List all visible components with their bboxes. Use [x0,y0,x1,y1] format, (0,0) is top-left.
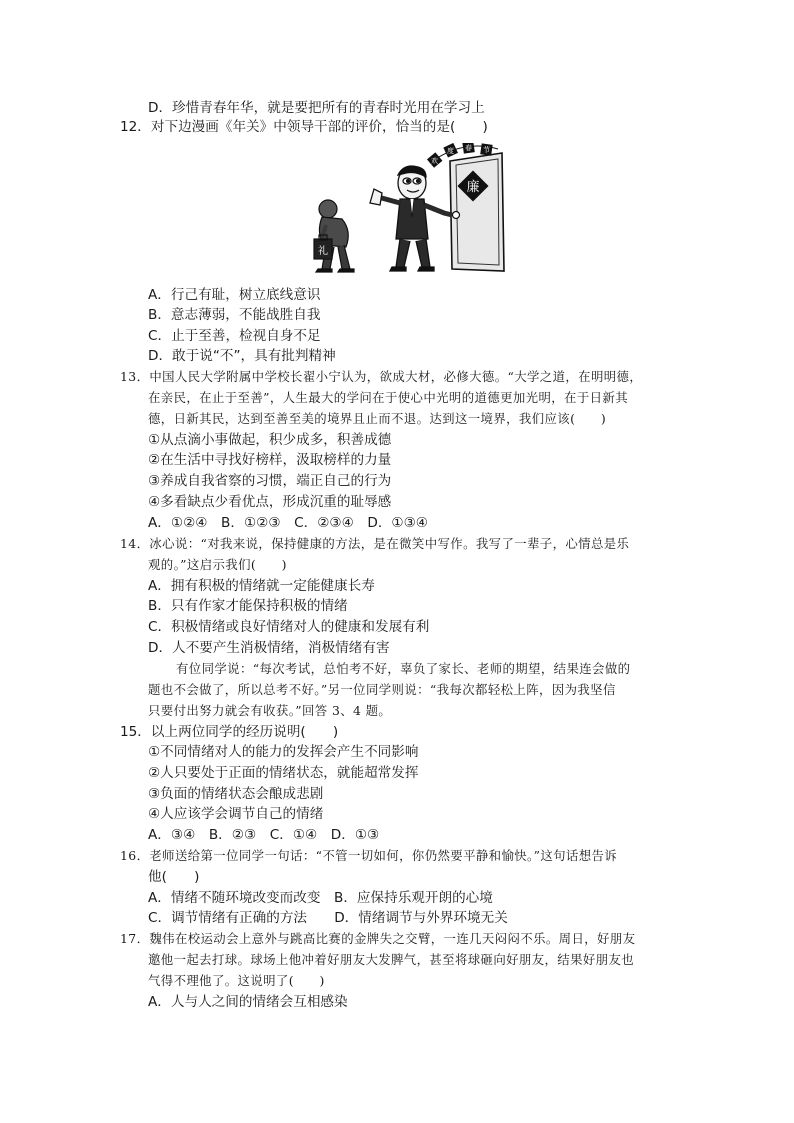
q15-item-4: ④人应该学会调节自己的情绪 [148,806,324,822]
q13-item-4: ④多看缺点少看优点，形成沉重的耻辱感 [148,494,392,510]
passage-line-1: 有位同学说：“每次考试，总怕考不好，辜负了家长、老师的期望，结果连会做的 [176,661,631,676]
q14-option-b: B．只有作家才能保持积极的情绪 [148,598,348,614]
banner-char-2: 度 [447,147,454,155]
q15-item-3: ③负面的情绪状态会酿成悲剧 [148,786,324,802]
q15-stem: 15．以上两位同学的经历说明( ) [120,724,339,740]
q17-stem-line-3: 气得不理他了。这说明了( ) [148,973,325,988]
banner-char-3: 春 [465,144,472,152]
banner-char-4: 节 [483,146,490,154]
banner-char-1: 欢 [431,157,438,165]
q15-item-1: ①不同情绪对人的能力的发挥会产生不同影响 [148,744,419,760]
q14-option-d: D．人不要产生消极情绪，消极情绪有害 [148,640,390,656]
q13-stem-line-1: 13．中国人民大学附属中学校长翟小宁认为，欲成大材，必修大德。“大学之道，在明明德， [120,369,643,384]
q12-option-b: B．意志薄弱，不能战胜自我 [148,307,321,323]
passage-line-2: 题也不会做了，所以总考不好。”另一位同学则说：“我每次都轻松上阵，因为我坚信 [148,682,616,697]
q15-item-2: ②人只要处于正面的情绪状态，就能超常发挥 [148,765,419,781]
q12-stem: 12．对下边漫画《年关》中领导干部的评价，恰当的是( ) [120,119,488,135]
official-figure [370,166,452,271]
q12-option-a: A．行己有耻，树立底线意识 [148,287,321,303]
door-illustration [450,153,504,271]
q13-item-1: ①从点滴小事做起，积少成多，积善成德 [148,432,392,448]
q14-option-c: C．积极情绪或良好情绪对人的健康和发展有利 [148,619,430,635]
nianguan-cartoon [312,143,508,273]
q17-option-a: A．人与人之间的情绪会互相感染 [148,994,348,1010]
q14-stem-line-2: 观的。”这启示我们( ) [148,557,287,572]
q16-options-line-1: A．情绪不随环境改变而改变 B．应保持乐观开朗的心境 [148,890,493,906]
q14-option-a: A．拥有积极的情绪就一定能健康长寿 [148,578,375,594]
gift-giver-figure [314,200,354,272]
q13-item-2: ②在生活中寻找好榜样，汲取榜样的力量 [148,452,392,468]
q16-stem-line-1: 16．老师送给第一位同学一句话：“不管一切如何，你仍然要平静和愉快。”这句话想告诉 [120,848,618,863]
q12-option-c: C．止于至善，检视自身不足 [148,328,321,344]
q15-choices: A．③④ B．②③ C．①④ D．①③ [148,827,380,843]
q13-stem-line-2: 在亲民，在止于至善”，人生最大的学问在于使心中光明的道德更加光明，在于日新其 [148,390,628,405]
q17-stem-line-2: 邀他一起去打球。球场上他冲着好朋友大发脾气，甚至将球砸向好朋友，结果好朋友也 [148,952,635,967]
door-plaque-text: 廉 [466,180,480,195]
q13-stem-line-3: 德，日新其民，达到至善至美的境界且止而不退。达到这一境界，我们应该( ) [148,411,607,426]
q16-options-line-2: C．调节情绪有正确的方法 D．情绪调节与外界环境无关 [148,910,508,926]
q17-stem-line-1: 17．魏伟在校运动会上意外与跳高比赛的金牌失之交臂，一连几天闷闷不乐。周日，好朋友 [120,931,636,946]
q13-item-3: ③养成自我省察的习惯，端正自己的行为 [148,473,392,489]
passage-line-3: 只要付出努力就会有收获。”回答 3、4 题。 [148,703,392,718]
q14-stem-line-1: 14．冰心说：“对我来说，保持健康的方法，是在微笑中写作。我写了一辈子，心情总是乐 [120,536,630,551]
q12-option-d: D．敢于说“不”，具有批判精神 [148,348,336,364]
gift-bag-label: 礼 [318,246,328,257]
q13-choices: A．①②④ B．①②③ C．②③④ D．①③④ [148,515,428,531]
q11-option-d: D．珍惜青春年华，就是要把所有的青春时光用在学习上 [148,100,485,116]
q16-stem-line-2: 他( ) [148,869,200,885]
